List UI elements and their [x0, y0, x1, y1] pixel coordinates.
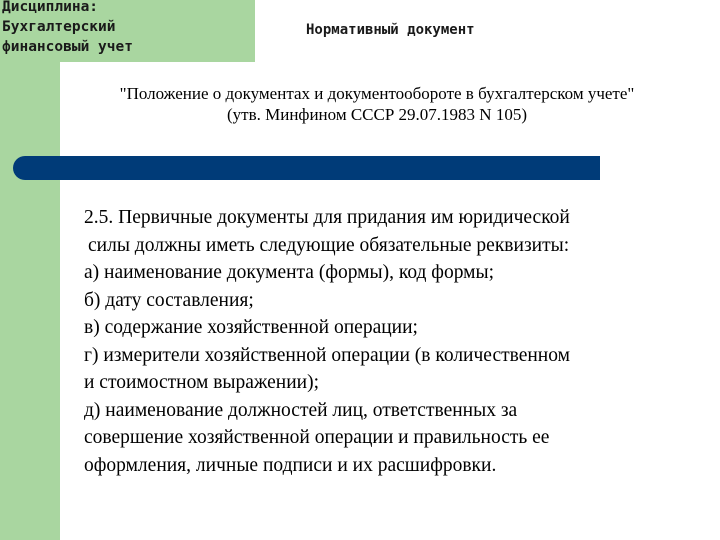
discipline-line: Дисциплина: [2, 0, 99, 15]
reference-line: "Положение о документах и документообороте в бухгалтерском учете" [119, 84, 635, 103]
left-sidebar-decoration [0, 0, 60, 540]
reference-line: (утв. Минфином СССР 29.07.1983 N 105) [227, 105, 527, 124]
body-line: а) наименование документа (формы), код формы; [84, 262, 495, 283]
body-line: оформления, личные подписи и их расшифровки. [84, 454, 497, 476]
body-line: б) дату составления; [84, 289, 254, 311]
body-line: силы должны иметь следующие обязательные реквизиты: [88, 234, 570, 256]
divider-bar [13, 156, 600, 180]
body-line: и стоимостном выражении); [84, 372, 319, 393]
document-type-title: Нормативный документ [306, 22, 475, 38]
body-line: в) содержание хозяйственной операции; [84, 317, 418, 338]
body-line: 2.5. Первичные документы для придания им юридической [84, 207, 570, 228]
discipline-label [2, 0, 252, 57]
discipline-line: финансовый учет [2, 39, 133, 55]
document-body [84, 204, 704, 479]
body-line: д) наименование должностей лиц, ответственных за [84, 399, 518, 421]
document-reference [64, 83, 690, 125]
body-line: г) измерители хозяйственной операции (в количественном [84, 344, 570, 366]
body-line: совершение хозяйственной операции и правильность ее [84, 427, 550, 448]
discipline-line: Бухгалтерский [2, 19, 116, 35]
